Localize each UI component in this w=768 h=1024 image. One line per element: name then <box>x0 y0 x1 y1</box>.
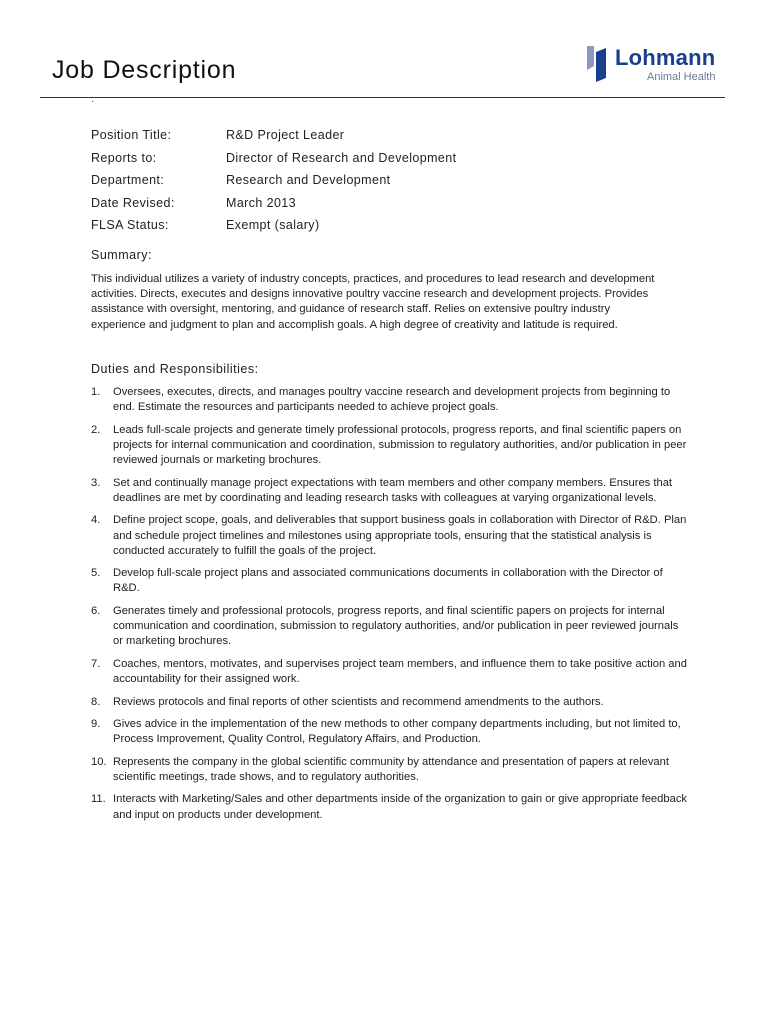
field-value: Director of Research and Development <box>226 150 457 165</box>
duties-list <box>91 385 691 830</box>
list-item-text: Oversees, executes, directs, and manages poultry vaccine research and development projects from beginning to end. Estimate the resources and participants needed to achieve project goals. <box>113 386 671 414</box>
list-item <box>91 604 691 650</box>
field-value: March 2013 <box>226 195 297 210</box>
summary-paragraph: This individual utilizes a variety of industry concepts, practices, and procedures to lead research and development activities. Directs, executes and designs innovative poultry vaccine research and development projects. Provides assistance with oversight, mentoring, and guidance of research staff. Relies on extensive poultry industry experience and judgment to plan and accomplish goals. A high degree of creativity and latitude is required. <box>91 273 655 331</box>
list-item <box>91 695 691 710</box>
list-item-text: Interacts with Marketing/Sales and other departments inside of the organization to gain or give appropriate feedback and input on products under development. <box>113 793 688 821</box>
list-item-number: 5. <box>91 567 101 580</box>
header-divider <box>40 97 725 98</box>
stray-mark: · <box>91 96 95 107</box>
list-item-number: 6. <box>91 604 101 617</box>
logo-name: Lohmann <box>615 45 716 70</box>
list-item-number: 4. <box>91 514 101 527</box>
list-item-number: 11. <box>91 793 106 806</box>
job-fields <box>91 124 691 237</box>
logo-subtitle: Animal Health <box>647 71 716 83</box>
list-item-number: 7. <box>91 657 101 670</box>
list-item <box>91 717 691 747</box>
list-item-text: Generates timely and professional protocols, progress reports, and final scientific papers on projects for internal communication and coordination, submission to regulatory authorities, and/or publication in peer reviewed journals or marketing brochures. <box>113 604 679 648</box>
list-item-number: 1. <box>91 386 101 398</box>
list-item <box>91 476 691 506</box>
field-value: R&D Project Leader <box>226 128 345 143</box>
page-title: Job Description <box>52 56 237 84</box>
list-item <box>91 657 691 687</box>
list-item <box>91 385 691 415</box>
list-item-text: Reviews protocols and final reports of other scientists and recommend amendments to the authors. <box>113 695 604 708</box>
field-value: Research and Development <box>226 173 391 188</box>
list-item <box>91 755 691 785</box>
company-logo <box>584 44 734 86</box>
list-item <box>91 792 691 822</box>
field-row-position-title <box>91 124 691 147</box>
field-label: Department: <box>91 173 165 188</box>
field-label: Date Revised: <box>91 195 175 210</box>
field-row-flsa-status <box>91 214 691 237</box>
summary-heading: Summary: <box>91 248 152 262</box>
list-item-text: Gives advice in the implementation of the new methods to other company departments including, but not limited to, Process Improvement, Quality Control, Regulatory Affairs, and Production. <box>113 718 681 746</box>
field-row-department <box>91 169 691 192</box>
list-item-text: Develop full-scale project plans and associated communications documents in collaboration with the Director of R&D. <box>113 567 663 595</box>
list-item-number: 3. <box>91 476 101 489</box>
list-item-text: Leads full-scale projects and generate timely professional protocols, progress reports, and final scientific papers on projects for internal communication and coordination, submission to regulatory authorities, and/or publication in peer reviewed journals or marketing brochures. <box>113 423 687 467</box>
list-item <box>91 513 691 559</box>
list-item-number: 9. <box>91 718 101 731</box>
field-label: Position Title: <box>91 128 172 143</box>
list-item-text: Define project scope, goals, and deliverables that support business goals in collaboration with Director of R&D. Plan and schedule project timelines and milestones using appropriate tools, ensuring that the statistical analysis is conducted accurately to fulfill the goals of the project. <box>113 514 687 557</box>
field-value: Exempt (salary) <box>226 218 320 233</box>
field-label: FLSA Status: <box>91 218 169 233</box>
field-label: Reports to: <box>91 150 157 165</box>
field-row-reports-to <box>91 147 691 170</box>
list-item-number: 2. <box>91 423 101 436</box>
duties-heading: Duties and Responsibilities: <box>91 362 259 376</box>
field-row-date-revised <box>91 192 691 215</box>
list-item-number: 8. <box>91 695 101 708</box>
list-item-text: Represents the company in the global scientific community by attendance and presentation of papers at relevant scientific meetings, trade shows, and to regulatory authorities. <box>113 755 669 783</box>
lohmann-logo-mark-icon <box>584 44 610 84</box>
list-item-text: Set and continually manage project expectations with team members and other company members. Ensures that deadlines are met by coordinating and leading research tasks with colleagues at varying organizational levels. <box>113 476 673 504</box>
list-item-text: Coaches, mentors, motivates, and supervises project team members, and influence them to take positive action and accountability for their assigned work. <box>113 657 687 686</box>
list-item <box>91 423 691 469</box>
list-item-number: 10. <box>91 755 107 768</box>
list-item <box>91 566 691 596</box>
